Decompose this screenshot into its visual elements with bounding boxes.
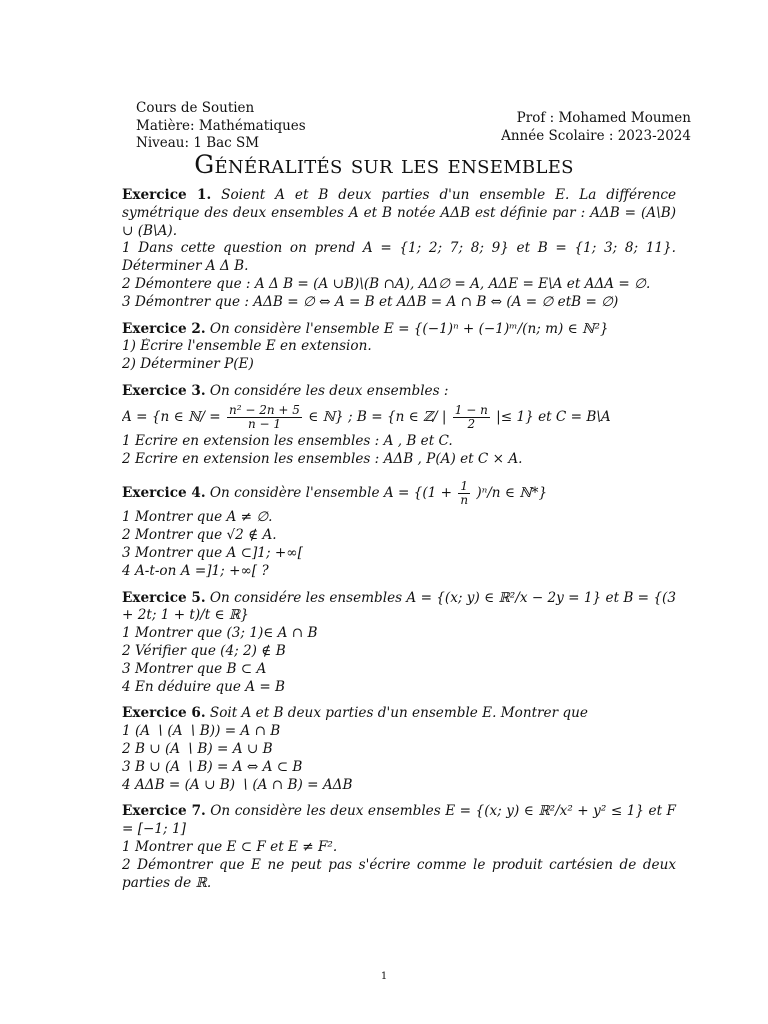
exercise-item: 2 Démontrer que E ne peut pas s'écrire comme le produit cartésien de deux parties de ℝ. [122,856,676,891]
exercise-label: Exercice 4. [122,485,206,502]
set-b-prefix: ∈ ℕ} ; B = {n ∈ ℤ/ | [308,408,447,425]
set-a-prefix: A = {n ∈ ℕ/ = [122,408,221,425]
exercise-item: 1 (A ∖ (A ∖ B)) = A ∩ B [122,723,281,740]
exercise-intro [209,479,548,508]
exercise-2 [122,321,676,374]
intro-prefix: On considère l'ensemble A = {(1 + [209,485,452,502]
fraction-numerator: 1 [458,480,470,494]
page-title: Généralités sur les ensembles [194,150,574,179]
exercise-6 [122,705,676,794]
header-right [501,109,691,145]
exercise-item: 3 Montrer que A ⊂]1; +∞[ [122,544,303,561]
set-definition-line [122,401,676,433]
fraction-denominator: n − 1 [247,416,281,431]
exercise-5 [122,590,676,697]
exercise-item: 4 En déduire que A = B [122,678,286,695]
fraction-one-over-n [458,480,470,507]
exercise-7 [122,803,676,892]
exercise-label: Exercice 5. [122,589,206,606]
fraction-numerator: 1 − n [454,402,488,417]
exercise-item: 1 Montrer que E ⊂ F et E ≠ F². [122,838,338,855]
course-label: Cours de Soutien [136,100,255,116]
subject-label: Matière: Mathématiques [136,117,306,134]
exercise-1 [122,187,676,312]
exercise-intro: On considère les deux ensembles E = {(x; y) ∈ ℝ²/x² + y² ≤ 1} et F = [−1; 1] [122,803,676,838]
exercise-item: 3 Montrer que B ⊂ A [122,660,267,677]
exercise-label: Exercice 1. [122,187,212,203]
exercise-item: 1) Écrire l'ensemble E en extension. [122,338,372,355]
exercise-item: 2 Vérifier que (4; 2) ∉ B [122,642,286,659]
page-number: 1 [380,971,388,982]
exercise-label: Exercice 3. [122,382,206,399]
teacher-label: Prof : Mohamed Moumen [516,110,691,126]
exercise-intro: On considére les ensembles A = {(x; y) ∈ ℝ²/x − 2y = 1} et B = {(3 + 2t; 1 + t)/t ∈ ℝ} [122,589,676,624]
exercise-item: 4 A-t-on A =]1; +∞[ ? [122,562,269,579]
exercise-item: 3 Démontrer que : AΔB = ∅ ⇔ A = B et AΔB = A ∩ B ⇔ (A = ∅ etB = ∅) [122,293,619,310]
exercise-item: 2 Ecrire en extension les ensembles : AΔB , P(A) et C × A. [122,450,523,467]
school-year-label: Année Scolaire : 2023-2024 [501,128,691,144]
exercise-intro: On considére les deux ensembles : [209,382,449,399]
exercise-item: 1 Montrer que A ≠ ∅. [122,509,273,526]
exercise-item: 2) Déterminer P(E) [122,356,254,373]
level-label: Niveau: 1 Bac SM [136,135,260,151]
exercise-item: 1 Dans cette question on prend A = {1; 2; 7; 8; 9} et B = {1; 3; 8; 11}. Déterminer A Δ B. [122,240,676,275]
exercise-4 [122,477,676,580]
set-c-definition: |≤ 1} et C = B\A [496,408,611,425]
exercise-label: Exercice 6. [122,705,206,722]
exercise-label: Exercice 2. [122,320,206,337]
exercise-item: 4 AΔB = (A ∪ B) ∖ (A ∩ B) = A̅ΔB̅ [122,776,353,793]
exercise-intro: Soient A et B deux parties d'un ensemble E. La différence symétrique des deux ensembles A et B notée AΔB est définie par : AΔB = (A\B) ∪ (B\A). [122,187,676,239]
fraction-denominator: 2 [467,416,476,431]
exercise-3 [122,383,676,468]
exercise-item: 1 Ecrire en extension les ensembles : A , B et C. [122,432,453,449]
exercise-label: Exercice 7. [122,803,206,820]
fraction-a [227,404,302,431]
fraction-numerator: n² − 2n + 5 [229,402,300,417]
exercise-item: 2 Démontere que : A Δ B = (A ∪B)\(B ∩A), AΔ∅ = A, AΔE = E\A et AΔA = ∅. [122,275,651,292]
exercise-item: 2 B ∪ (A ∖ B) = A ∪ B [122,740,273,757]
fraction-b [453,404,490,431]
exercise-item: 1 Montrer que (3; 1)∈ A ∩ B [122,625,318,642]
exercise-item: 3 B ∪ (A ∖ B) = A ⇔ A̅ ⊂ B̅ [122,758,303,775]
exercise-list [122,187,676,901]
exercise-item: 2 Montrer que √2 ∉ A. [122,527,277,544]
exercise-intro: On considère l'ensemble E = {(−1)ⁿ + (−1)ᵐ/(n; m) ∈ ℕ²} [209,320,609,337]
exercise-intro: Soit A et B deux parties d'un ensemble E. Montrer que [209,705,588,722]
header-left [136,100,306,153]
fraction-denominator: n [460,493,469,508]
intro-suffix: )ⁿ/n ∈ ℕ*} [476,485,548,502]
